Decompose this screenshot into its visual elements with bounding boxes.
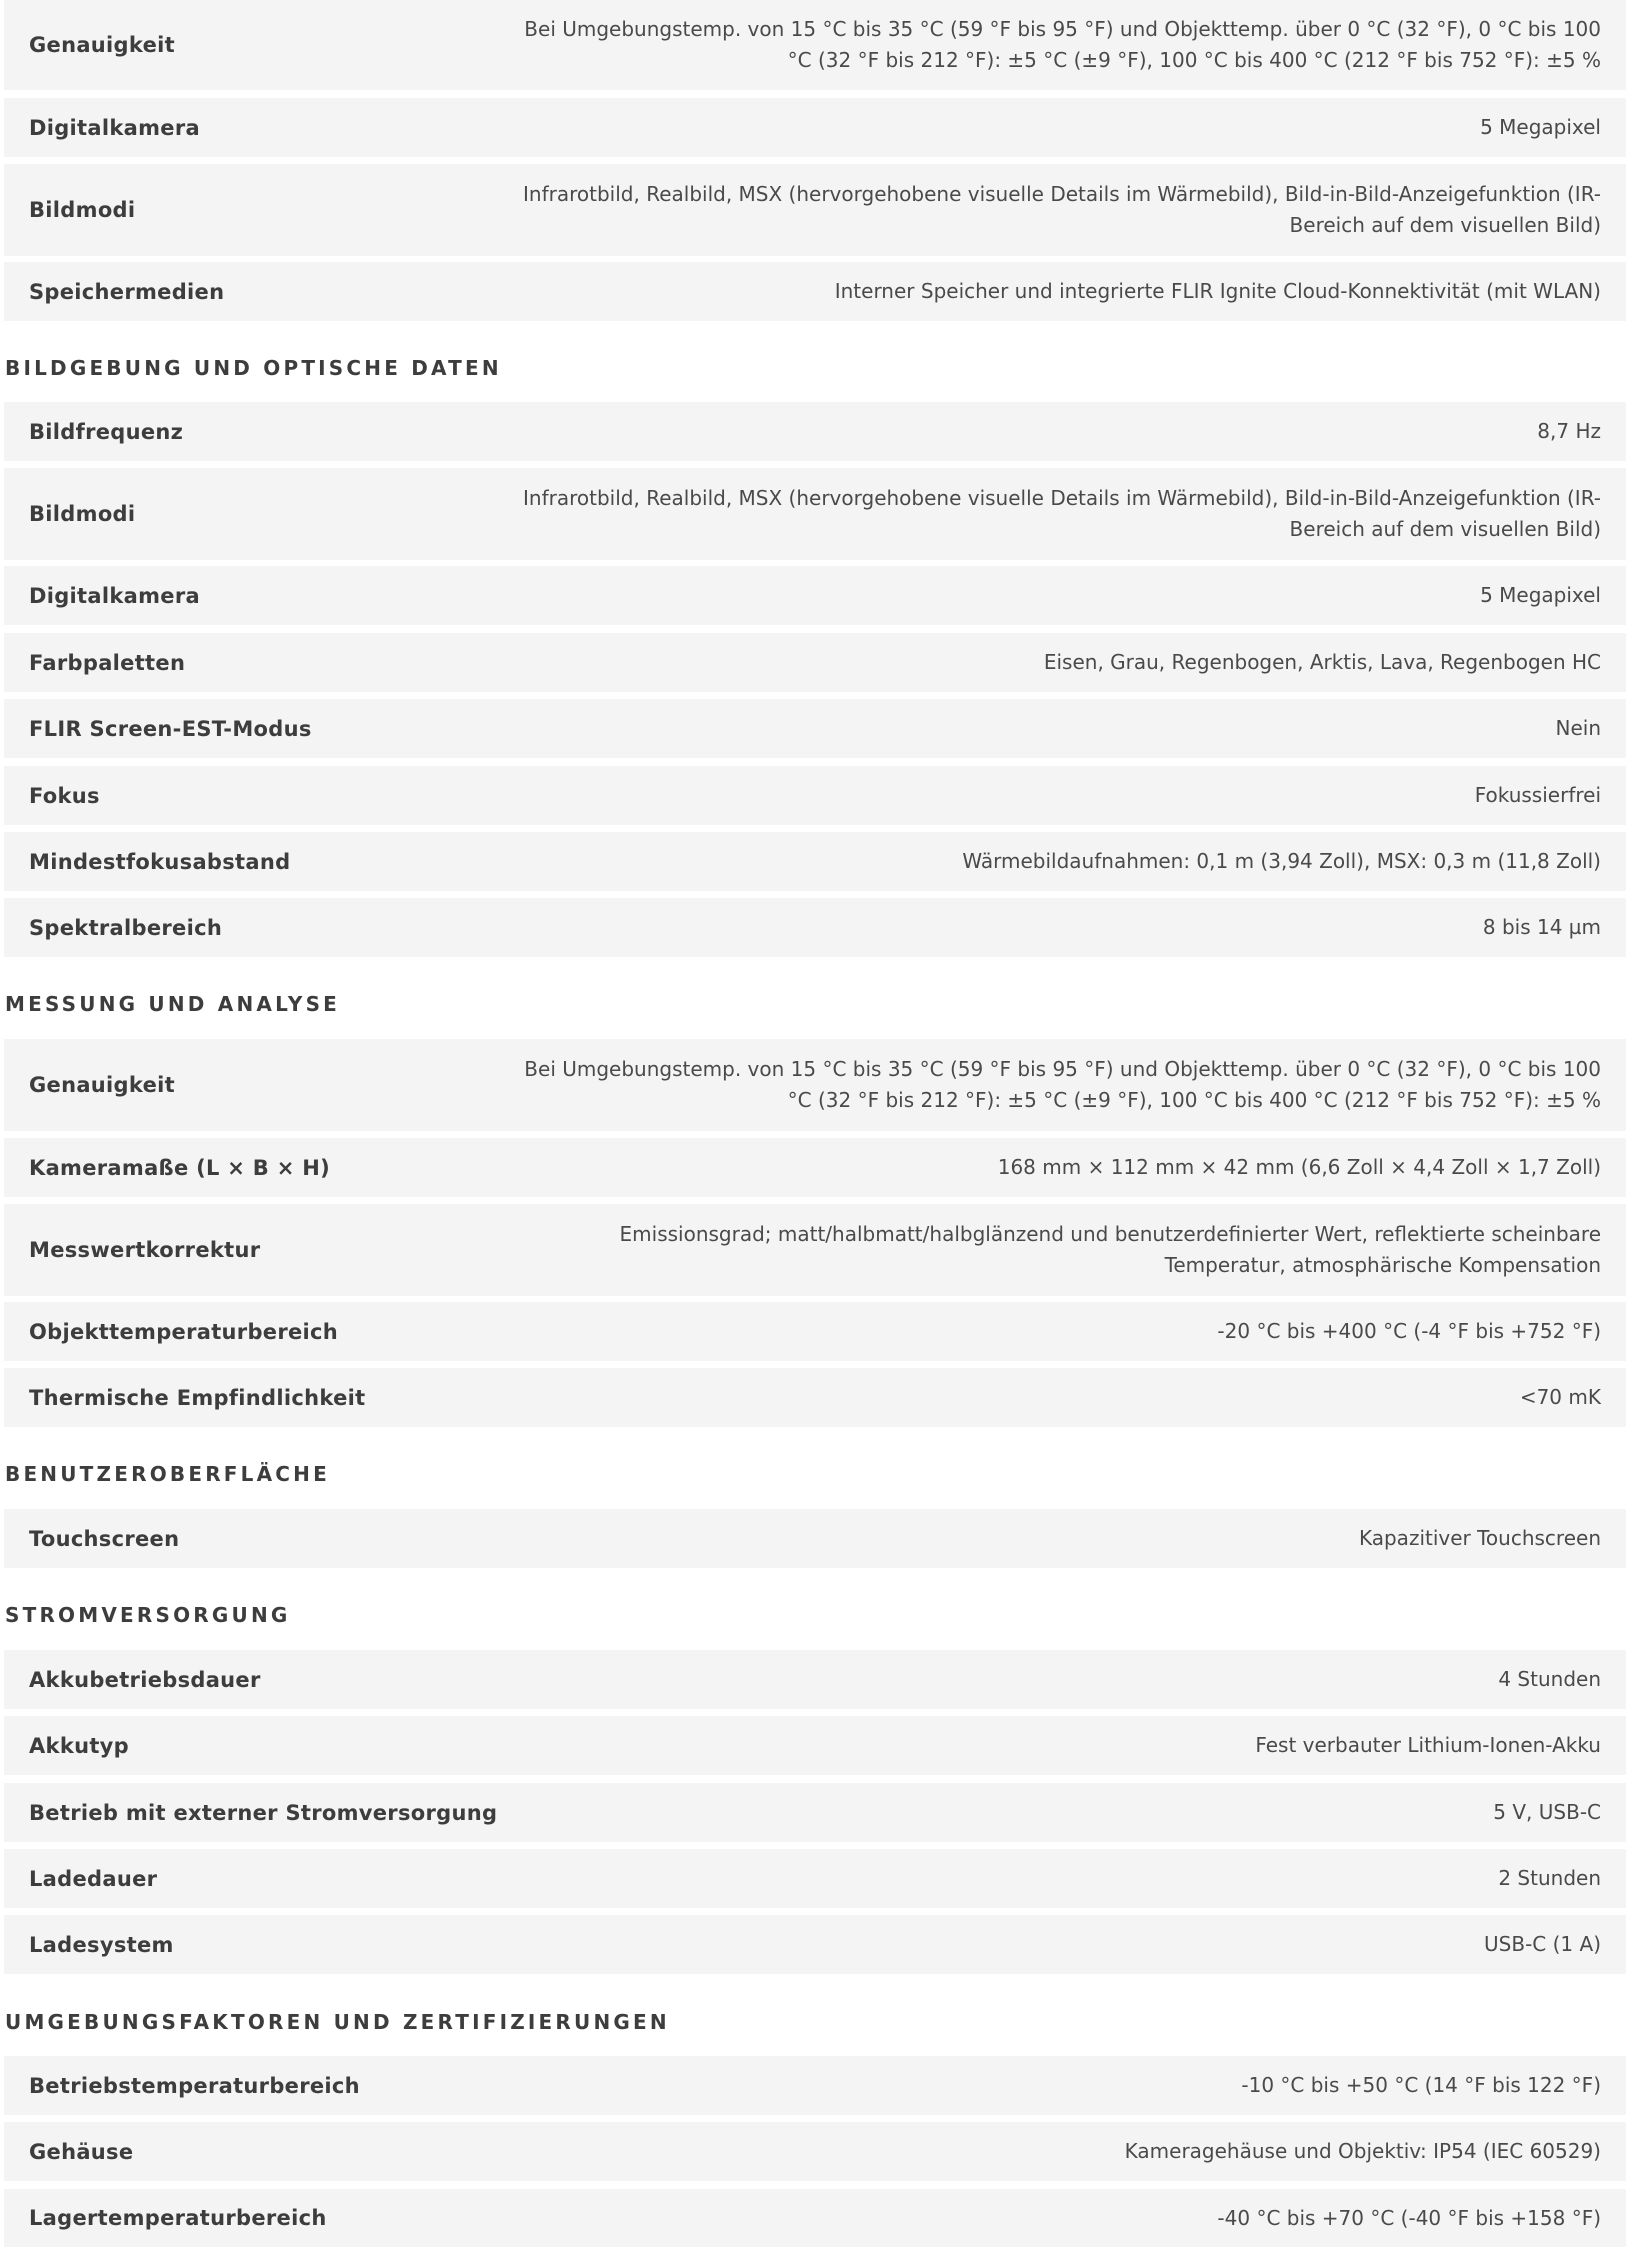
spec-row-speichermedien <box>4 262 1626 321</box>
spec-value: 4 Stunden <box>1498 1667 1601 1691</box>
spec-label: Genauigkeit <box>29 33 175 57</box>
spec-row-betriebstemperaturbereich <box>4 2056 1626 2115</box>
spec-label: Lagertemperaturbereich <box>29 2206 327 2230</box>
spec-label: Messwertkorrektur <box>29 1238 261 1262</box>
spec-label: Akkutyp <box>29 1733 129 1758</box>
spec-label: Ladedauer <box>29 1866 158 1891</box>
spec-value: -20 °C bis +400 °C (-4 °F bis +752 °F) <box>1217 1319 1601 1343</box>
section-heading-umgebungsfaktoren: UMGEBUNGSFAKTOREN UND ZERTIFIZIERUNGEN <box>5 2010 670 2034</box>
spec-label: Kameramaße (L × B × H) <box>29 1155 330 1180</box>
spec-value: 8 bis 14 µm <box>1482 915 1601 939</box>
spec-label: Akkubetriebsdauer <box>29 1667 261 1692</box>
spec-row-messwertkorrektur <box>4 1204 1626 1296</box>
spec-row-genauigkeit <box>4 1039 1626 1131</box>
spec-row-thermische-empfindlichkeit <box>4 1368 1626 1427</box>
spec-value: -10 °C bis +50 °C (14 °F bis 122 °F) <box>1241 2073 1601 2097</box>
spec-row-mindestfokusabstand <box>4 832 1626 891</box>
spec-label: Betriebstemperaturbereich <box>29 2073 360 2098</box>
spec-row-bildmodi <box>4 468 1626 560</box>
spec-label: Speichermedien <box>29 279 225 304</box>
spec-label: Mindestfokusabstand <box>29 849 291 874</box>
spec-row-akkubetriebsdauer <box>4 1650 1626 1709</box>
spec-label: Ladesystem <box>29 1932 174 1957</box>
spec-row-farbpaletten <box>4 633 1626 692</box>
spec-value: Bei Umgebungstemp. von 15 °C bis 35 °C (59 °F bis 95 °F) und Objekttemp. über 0 °C (32 °F), 0 °C bis 100 °C (32 °F bis 212 °F): ±5 °C (±9 °F), 100 °C bis 400 °C (212 °F bis 752 °F): ±5 % <box>524 1057 1601 1112</box>
spec-label: Objekttemperaturbereich <box>29 1319 339 1344</box>
spec-value: Bei Umgebungstemp. von 15 °C bis 35 °C (59 °F bis 95 °F) und Objekttemp. über 0 °C (32 °F), 0 °C bis 100 °C (32 °F bis 212 °F): ±5 °C (±9 °F), 100 °C bis 400 °C (212 °F bis 752 °F): ±5 % <box>524 17 1601 72</box>
spec-label: Bildmodi <box>29 502 136 526</box>
spec-row-ladedauer <box>4 1849 1626 1908</box>
spec-row-lagertemperaturbereich <box>4 2189 1626 2247</box>
spec-row-ladesystem <box>4 1915 1626 1974</box>
section-heading-benutzeroberflaeche: BENUTZEROBERFLÄCHE <box>5 1462 330 1486</box>
spec-value: USB-C (1 A) <box>1484 1932 1601 1956</box>
spec-value: -40 °C bis +70 °C (-40 °F bis +158 °F) <box>1217 2205 1601 2230</box>
spec-value: Fest verbauter Lithium-Ionen-Akku <box>1255 1733 1601 1757</box>
spec-row-akkutyp <box>4 1716 1626 1775</box>
spec-row-gehaeuse <box>4 2122 1626 2181</box>
spec-value: <70 mK <box>1519 1385 1601 1409</box>
spec-row-spektralbereich <box>4 898 1626 957</box>
spec-row-genauigkeit <box>4 0 1626 90</box>
spec-value: Infrarotbild, Realbild, MSX (hervorgehobene visuelle Details im Wärmebild), Bild-in-Bild-Anzeigefunktion (IR-Bereich auf dem visuellen Bild) <box>523 182 1601 237</box>
section-heading-messung: MESSUNG UND ANALYSE <box>5 992 341 1016</box>
spec-value: 2 Stunden <box>1498 1866 1601 1890</box>
spec-value: Nein <box>1555 716 1601 740</box>
spec-value: Wärmebildaufnahmen: 0,1 m (3,94 Zoll), MSX: 0,3 m (11,8 Zoll) <box>962 849 1601 873</box>
spec-value: Kameragehäuse und Objektiv: IP54 (IEC 60529) <box>1124 2139 1601 2163</box>
spec-value: Infrarotbild, Realbild, MSX (hervorgehobene visuelle Details im Wärmebild), Bild-in-Bild-Anzeigefunktion (IR-Bereich auf dem visuellen Bild) <box>523 486 1601 541</box>
spec-label: Touchscreen <box>29 1526 180 1551</box>
spec-value: Interner Speicher und integrierte FLIR Ignite Cloud-Konnektivität (mit WLAN) <box>834 279 1601 303</box>
spec-value: 168 mm × 112 mm × 42 mm (6,6 Zoll × 4,4 Zoll × 1,7 Zoll) <box>997 1155 1601 1179</box>
spec-label: Digitalkamera <box>29 583 200 608</box>
section-heading-stromversorgung: STROMVERSORGUNG <box>5 1603 291 1627</box>
spec-row-touchscreen <box>4 1509 1626 1568</box>
spec-value: 8,7 Hz <box>1537 419 1601 443</box>
spec-label: Gehäuse <box>29 2139 134 2164</box>
spec-value: Eisen, Grau, Regenbogen, Arktis, Lava, Regenbogen HC <box>1043 650 1601 674</box>
spec-row-fokus <box>4 766 1626 825</box>
spec-label: Farbpaletten <box>29 650 186 675</box>
spec-row-screen-est <box>4 699 1626 758</box>
spec-label: Digitalkamera <box>29 115 200 140</box>
spec-label: Bildmodi <box>29 198 136 222</box>
spec-value: 5 Megapixel <box>1480 583 1601 607</box>
spec-row-kameramasse <box>4 1138 1626 1197</box>
spec-label: Spektralbereich <box>29 915 223 940</box>
spec-label: FLIR Screen-EST-Modus <box>29 716 312 741</box>
spec-value: Kapazitiver Touchscreen <box>1358 1526 1601 1550</box>
spec-value: 5 V, USB-C <box>1493 1800 1601 1824</box>
section-heading-bildgebung: BILDGEBUNG UND OPTISCHE DATEN <box>5 356 502 380</box>
spec-row-externe-stromversorgung <box>4 1783 1626 1842</box>
spec-label: Thermische Empfindlichkeit <box>29 1385 366 1410</box>
spec-row-objekttemperaturbereich <box>4 1302 1626 1361</box>
spec-row-digitalkamera <box>4 98 1626 157</box>
spec-row-bildmodi <box>4 164 1626 256</box>
spec-row-bildfrequenz <box>4 402 1626 461</box>
spec-label: Fokus <box>29 783 100 808</box>
spec-value: Emissionsgrad; matt/halbmatt/halbglänzend und benutzerdefinierter Wert, reflektierte scheinbare Temperatur, atmosphärische Kompensation <box>619 1222 1601 1277</box>
spec-value: 5 Megapixel <box>1480 115 1601 139</box>
spec-value: Fokussierfrei <box>1474 783 1601 807</box>
spec-label: Genauigkeit <box>29 1073 175 1097</box>
spec-label: Betrieb mit externer Stromversorgung <box>29 1800 498 1825</box>
spec-label: Bildfrequenz <box>29 419 184 444</box>
spec-row-digitalkamera <box>4 566 1626 625</box>
